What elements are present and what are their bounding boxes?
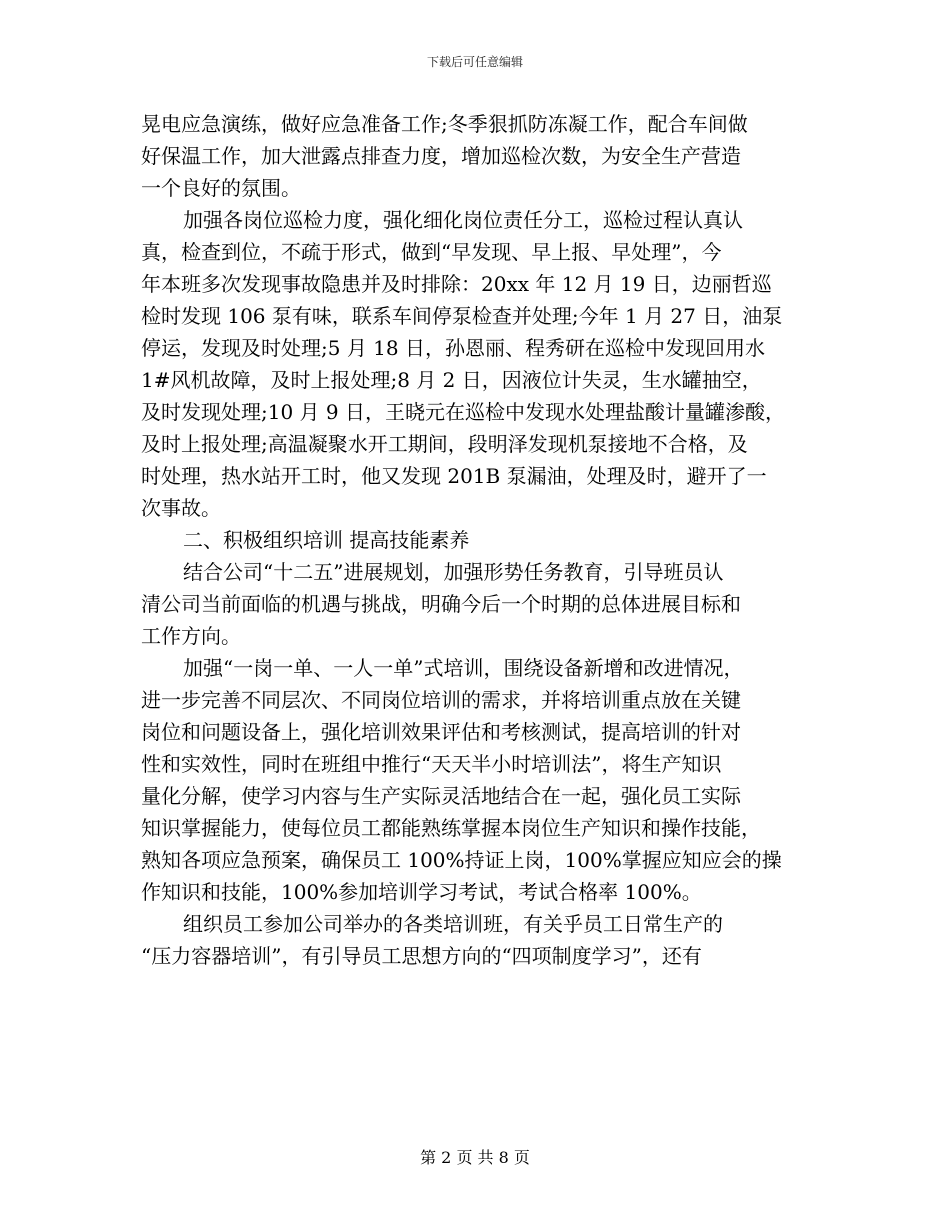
text-line: 加强“一岗一单、一人一单”式培训，围绕设备新增和改进情况， [183,656,744,680]
text-line: 1#风机故障，及时上报处理;8 月 2 日，因液位计失灵，生水罐抽空， [141,368,762,392]
text-line: 量化分解，使学习内容与生产实际灵活地结合在一起，强化员工实际 [141,784,741,808]
header-note: 下载后可任意编辑 [426,55,523,69]
text-line: 工作方向。 [141,624,241,648]
text-line: 性和实效性，同时在班组中推行“天天半小时培训法”，将生产知识 [141,752,722,776]
text-line: 结合公司“十二五”进展规划，加强形势任务教育，引导班员认 [183,560,724,584]
text-line: 晃电应急演练，做好应急准备工作;冬季狠抓防冻凝工作，配合车间做 [141,112,748,136]
text-line: 知识掌握能力，使每位员工都能熟练掌握本岗位生产知识和操作技能， [141,816,761,840]
document-body [141,108,821,972]
text-line: 停运，发现及时处理;5 月 18 日，孙恩丽、程秀研在巡检中发现回用水 [141,336,765,360]
text-line: 真，检查到位，不疏于形式，做到“早发现、早上报、早处理”，今 [141,240,722,264]
text-line: 进一步完善不同层次、不同岗位培训的需求，并将培训重点放在关键 [141,688,741,712]
text-line: 一个良好的氛围。 [141,176,301,200]
section-heading: 二、积极组织培训 提高技能素养 [183,528,470,552]
text-line: 及时上报处理;高温凝聚水开工期间，段明泽发现机泵接地不合格，及 [141,432,748,456]
text-line: 清公司当前面临的机遇与挑战，明确今后一个时期的总体进展目标和 [141,592,741,616]
text-line: 年本班多次发现事故隐患并及时排除：20xx 年 12 月 19 日，边丽哲巡 [141,272,772,296]
text-line: 时处理，热水站开工时，他又发现 201B 泵漏油，处理及时，避开了一 [141,464,767,488]
text-line: 及时发现处理;10 月 9 日，王晓元在巡检中发现水处理盐酸计量罐渗酸， [141,400,785,424]
text-line: 检时发现 106 泵有味，联系车间停泵检查并处理;今年 1 月 27 日，油泵 [141,304,783,328]
text-line: 好保温工作，加大泄露点排查力度，增加巡检次数，为安全生产营造 [141,144,741,168]
text-line: “压力容器培训”，有引导员工思想方向的“四项制度学习”，还有 [141,944,702,968]
page-number: 第 2 页 共 8 页 [420,1148,530,1167]
text-line: 加强各岗位巡检力度，强化细化岗位责任分工，巡检过程认真认 [183,208,743,232]
text-line: 组织员工参加公司举办的各类培训班，有关乎员工日常生产的 [183,912,723,936]
text-line: 作知识和技能，100%参加培训学习考试，考试合格率 100%。 [141,880,702,904]
text-line: 岗位和问题设备上，强化培训效果评估和考核测试，提高培训的针对 [141,720,741,744]
text-line: 熟知各项应急预案，确保员工 100%持证上岗，100%掌握应知应会的操 [141,848,782,872]
text-line: 次事故。 [141,496,221,520]
